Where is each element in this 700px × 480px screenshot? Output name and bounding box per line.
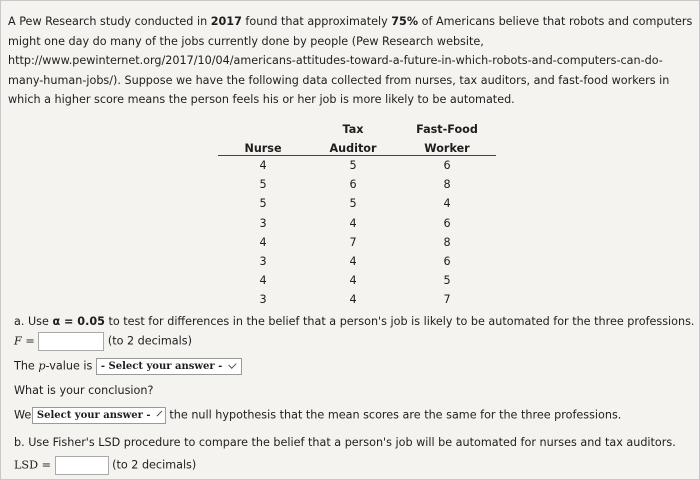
cell: 4 bbox=[349, 216, 357, 230]
cell: 5 bbox=[349, 159, 357, 173]
cell: 6 bbox=[443, 255, 451, 269]
table-row bbox=[218, 156, 496, 176]
cell: 4 bbox=[259, 274, 267, 288]
table-row bbox=[218, 194, 496, 213]
intro-part2: found that approximately bbox=[241, 15, 392, 28]
cell: 5 bbox=[349, 197, 357, 211]
part-b-text: b. Use Fisher's LSD procedure to compare the belief that a person's job will be automated for nurses and tax auditors. bbox=[14, 436, 676, 449]
cell: 4 bbox=[349, 293, 357, 307]
conclusion-text: the null hypothesis that the mean scores are the same for the three professions. bbox=[169, 408, 622, 422]
cell: 6 bbox=[443, 159, 451, 173]
data-table bbox=[218, 117, 496, 310]
cell: 3 bbox=[259, 255, 267, 269]
part-a-text: to test for differences in the belief that a person's job is likely to be automated for the three professions. bbox=[104, 315, 695, 328]
cell: 5 bbox=[259, 178, 267, 192]
cell: 5 bbox=[259, 197, 267, 211]
f-label: F = bbox=[14, 334, 35, 348]
conclusion-question: What is your conclusion? bbox=[14, 384, 154, 397]
p-value-select[interactable] bbox=[96, 358, 242, 375]
cell: 5 bbox=[443, 274, 451, 288]
cell: 6 bbox=[443, 216, 451, 230]
conclusion-select-text: Select your answer - bbox=[36, 410, 151, 421]
intro-percent: 75% bbox=[391, 15, 419, 28]
cell: 8 bbox=[443, 235, 451, 249]
f-input[interactable] bbox=[38, 332, 104, 351]
lsd-row bbox=[14, 456, 196, 475]
cell: 7 bbox=[349, 235, 357, 249]
cell: 7 bbox=[443, 293, 451, 307]
chevron-down-icon bbox=[228, 360, 236, 368]
table-row bbox=[218, 290, 496, 309]
header-worker: Worker bbox=[398, 136, 496, 156]
conclusion-row bbox=[14, 407, 621, 424]
cell: 4 bbox=[443, 197, 451, 211]
lsd-hint: (to 2 decimals) bbox=[112, 458, 197, 472]
f-hint: (to 2 decimals) bbox=[107, 334, 192, 348]
table-row bbox=[218, 252, 496, 271]
part-b-prompt bbox=[14, 436, 676, 449]
table-row bbox=[218, 271, 496, 290]
p-value-row bbox=[14, 358, 242, 375]
cell: 4 bbox=[349, 255, 357, 269]
intro-part3: of Americans believe that robots and computers might one day do many of the jobs currently done by people (Pew Research website, http://www.pewinternet.org/2017/10/04/americans-attitudes-toward-a-future-in-which-robots-and-computers-can-do-many-human-jobs/). Suppose we have the following data collected from nurses, tax auditors, and fast-food workers in which a higher score means the person feels his or her job is more likely to be automated. bbox=[8, 15, 693, 106]
cell: 3 bbox=[259, 216, 267, 230]
p-value-select-text: - Select your answer - bbox=[100, 361, 223, 372]
cell: 6 bbox=[349, 178, 357, 192]
f-row bbox=[14, 332, 192, 351]
p-suffix: -value is bbox=[45, 359, 93, 373]
problem-intro bbox=[8, 12, 696, 110]
intro-part1: A Pew Research study conducted in bbox=[8, 15, 211, 28]
header-top-1 bbox=[218, 117, 308, 136]
lsd-input[interactable] bbox=[55, 456, 109, 475]
cell: 3 bbox=[259, 293, 267, 307]
cell: 4 bbox=[259, 159, 267, 173]
lsd-label: LSD = bbox=[14, 458, 51, 472]
cell: 4 bbox=[349, 274, 357, 288]
alpha-expression: α = 0.05 bbox=[52, 315, 105, 328]
table-row bbox=[218, 214, 496, 233]
cell: 8 bbox=[443, 178, 451, 192]
intro-year: 2017 bbox=[210, 15, 242, 28]
conclusion-select[interactable] bbox=[32, 407, 166, 424]
cell: 4 bbox=[259, 235, 267, 249]
table-row bbox=[218, 233, 496, 252]
we-label: We bbox=[14, 408, 32, 422]
header-nurse: Nurse bbox=[218, 136, 308, 156]
part-a-prompt bbox=[14, 315, 694, 328]
p-prefix: The bbox=[14, 359, 39, 373]
p-symbol: p bbox=[38, 359, 46, 373]
part-a-prefix: a. Use bbox=[14, 315, 53, 328]
table-header-bottom bbox=[218, 136, 496, 156]
chevron-down-icon bbox=[156, 411, 162, 417]
table-header-top bbox=[218, 117, 496, 136]
header-auditor: Auditor bbox=[308, 136, 398, 156]
table-row bbox=[218, 175, 496, 194]
header-top-2: Tax bbox=[342, 123, 364, 136]
header-top-3: Fast-Food bbox=[416, 123, 478, 136]
